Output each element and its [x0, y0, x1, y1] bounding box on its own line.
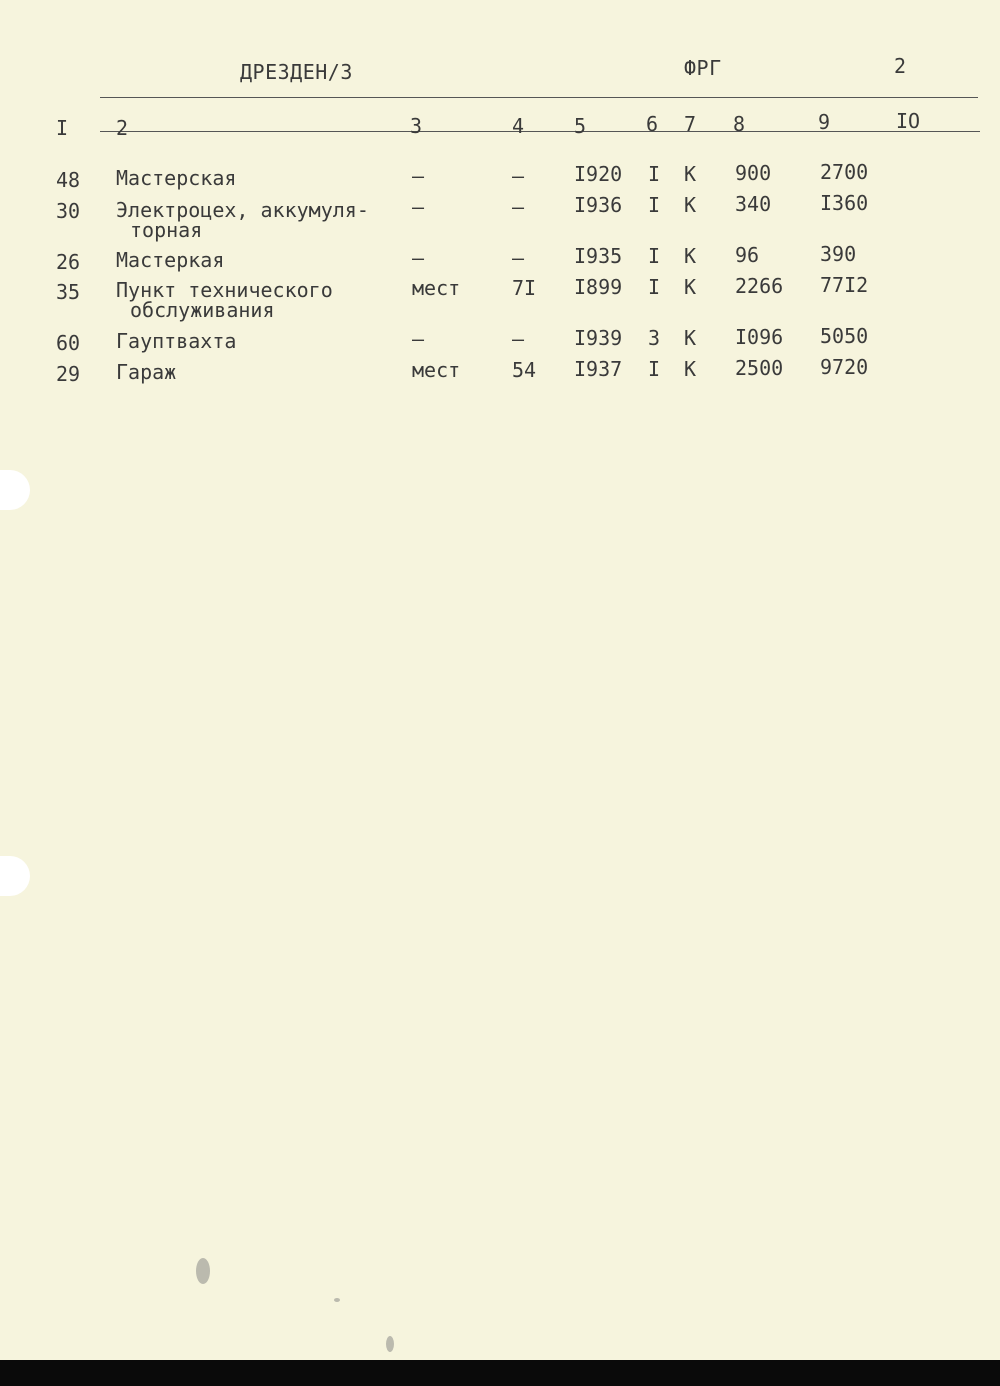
row-year: I936: [574, 193, 623, 217]
row-col7: К: [684, 244, 697, 268]
row-col3: –: [412, 164, 425, 188]
row-col7: К: [684, 162, 697, 186]
row-col4: –: [512, 195, 525, 219]
scan-bottom-edge: [0, 1360, 1000, 1386]
row-col7: К: [684, 357, 697, 381]
row-col6: 3: [648, 326, 661, 350]
row-col3: –: [412, 195, 425, 219]
column-header: 4: [512, 114, 525, 138]
row-col6: I: [648, 357, 661, 381]
row-col8: I096: [735, 325, 784, 349]
row-year: I939: [574, 326, 623, 350]
row-number: 30: [56, 199, 81, 223]
table-header-rule: [100, 131, 980, 132]
row-col4: –: [512, 327, 525, 351]
row-name: Гауптвахта: [116, 329, 237, 353]
punch-hole: [0, 470, 30, 510]
row-year: I899: [574, 275, 623, 299]
row-col7: К: [684, 193, 697, 217]
row-col8: 900: [735, 161, 772, 185]
paper-smudge: [334, 1298, 340, 1302]
row-col9: 390: [820, 242, 857, 266]
column-header: 2: [116, 116, 129, 140]
row-col9: I360: [820, 191, 869, 215]
row-col3: –: [412, 246, 425, 270]
row-year: I935: [574, 244, 623, 268]
row-col9: 9720: [820, 355, 869, 379]
column-header: 6: [646, 112, 659, 136]
row-name: Электроцех, аккумуля-: [116, 198, 369, 222]
row-number: 29: [56, 362, 81, 386]
row-col6: I: [648, 162, 661, 186]
row-number: 26: [56, 250, 81, 274]
row-number: 48: [56, 168, 81, 192]
column-header: 5: [574, 114, 587, 138]
row-col8: 2500: [735, 356, 784, 380]
column-header: 3: [410, 114, 423, 138]
row-name-continued: торная: [130, 218, 203, 242]
header-page-number: 2: [894, 54, 907, 78]
row-col3: мест: [412, 358, 461, 382]
row-col4: –: [512, 164, 525, 188]
row-col3: мест: [412, 276, 461, 300]
row-number: 35: [56, 280, 81, 304]
column-header: IO: [896, 109, 921, 133]
row-name: Гараж: [116, 360, 177, 384]
header-city: ДРЕЗДЕН/3: [240, 60, 353, 84]
paper-smudge: [196, 1258, 210, 1284]
row-col4: 54: [512, 358, 537, 382]
row-col8: 340: [735, 192, 772, 216]
table-top-rule: [100, 97, 978, 98]
column-header: 8: [733, 112, 746, 136]
row-col6: I: [648, 275, 661, 299]
row-col6: I: [648, 244, 661, 268]
row-year: I920: [574, 162, 623, 186]
column-header: 7: [684, 112, 697, 136]
row-col8: 2266: [735, 274, 784, 298]
row-name: Мастерская: [116, 166, 237, 190]
row-col6: I: [648, 193, 661, 217]
header-country: ФРГ: [684, 56, 722, 80]
row-col4: 7I: [512, 276, 537, 300]
row-col7: К: [684, 275, 697, 299]
column-header: I: [56, 116, 69, 140]
row-col9: 2700: [820, 160, 869, 184]
column-header: 9: [818, 110, 831, 134]
row-col3: –: [412, 327, 425, 351]
punch-hole: [0, 856, 30, 896]
row-col4: –: [512, 246, 525, 270]
row-year: I937: [574, 357, 623, 381]
paper-smudge: [386, 1336, 394, 1352]
row-name: Мастеркая: [116, 248, 225, 272]
row-name: Пункт технического: [116, 278, 333, 302]
row-name-continued: обслуживания: [130, 298, 275, 322]
row-col8: 96: [735, 243, 760, 267]
row-number: 60: [56, 331, 81, 355]
row-col9: 5050: [820, 324, 869, 348]
row-col9: 77I2: [820, 273, 869, 297]
row-col7: К: [684, 326, 697, 350]
